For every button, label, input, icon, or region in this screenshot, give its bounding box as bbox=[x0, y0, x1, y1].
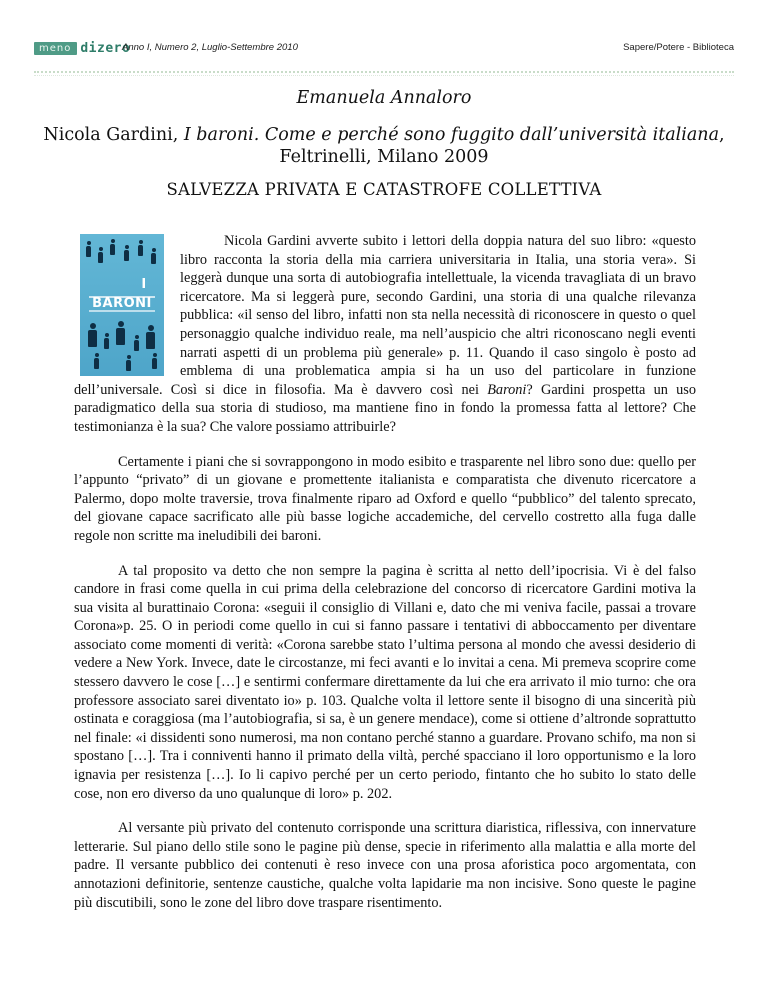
logo-meno: meno bbox=[34, 42, 77, 55]
figure-icon bbox=[98, 252, 103, 263]
figure-icon bbox=[116, 328, 125, 345]
article-author: Emanuela Annaloro bbox=[296, 88, 472, 108]
book-title-separator: , bbox=[719, 125, 725, 145]
menodizero-logo bbox=[34, 41, 130, 55]
book-title: I baroni. Come e perché sono fuggito dall’università italiana bbox=[183, 125, 720, 145]
issue-info: Anno I, Numero 2, Luglio-Settembre 2010 bbox=[122, 42, 298, 53]
figure-icon bbox=[94, 358, 99, 369]
book-author: Nicola Gardini, bbox=[43, 125, 184, 145]
article-subtitle: SALVEZZA PRIVATA E CATASTROFE COLLETTIVA bbox=[166, 180, 602, 199]
paragraph-1-text-end: ? Gardini prospetta un uso paradigmatico della sua storia di studioso, ma mantiene fino in fondo la promessa fatta al lettore? Che testimonianza è la sua? Che valore possiamo attribuirle? bbox=[74, 381, 696, 435]
book-cover-title: I BARONI bbox=[92, 277, 152, 311]
figure-icon bbox=[104, 338, 109, 349]
logo-dizero: dizero bbox=[80, 40, 131, 56]
page-header bbox=[34, 40, 734, 56]
header-divider-secondary bbox=[34, 75, 734, 76]
figure-icon bbox=[146, 332, 155, 349]
paragraph-1-text: Nicola Gardini avverte subito i lettori della doppia natura del suo libro: «questo libro racconta la storia della mia carriera universitaria in Italia, una storia vera». Si leggerà dunque una sorta di autobiografia intellettuale, la vicenda travagliata di un bravo ricercatore. Ma si leggerà pure, secondo Gardini, una storia di una qualche rilevanza pubblica: «il senso del libro, infatti non sta nella necessità di riconoscere in questo o quel personaggio qualche individuo reale, ma nell’auspicio che altri riconoscano negli eventi narrati aspetti di un problema più generale» p. 11. Quando il caso singolo è posto ad emblema di una problematica ampia si ha un uso del particolare in funzione dell’universale. Così si dice in filosofia. Ma è davvero così nei bbox=[74, 233, 696, 398]
figure-icon bbox=[138, 245, 143, 256]
article-body bbox=[74, 232, 696, 928]
cover-text-lines bbox=[89, 296, 155, 312]
book-reference bbox=[0, 124, 768, 168]
figure-icon bbox=[88, 330, 97, 347]
book-publisher: Feltrinelli, Milano 2009 bbox=[279, 147, 489, 167]
figure-icon bbox=[86, 246, 91, 257]
figure-icon bbox=[110, 244, 115, 255]
section-label: Sapere/Potere - Biblioteca bbox=[623, 42, 734, 53]
paragraph-3: A tal proposito va detto che non sempre la pagina è scritta al netto dell’ipocrisia. Vi è del falso candore in frasi come quella in cui prima della celebrazione del concorso di ricercatore Gardini motiva la sua visita al burattinaio Corona: «seguii il consiglio di Villani e, dato che mi veniva facile, passai a trovare Corona»p. 25. O in periodi come quello in cui si fanno passare i tentativi di abboccamento per diventare associato come momenti di verità: «Corona sarebbe stato l’ultima persona al mondo che avessi desiderio di vedere a New York. Invece, date le circostanze, mi feci avanti e lo invitai a cena. Mi premeva scoprire come stessero davvero le cose […] e sentirmi confermare direttamente da lui che era arrivato il mio turno: che ora professore associato sarei diventato io» p. 103. Qualche volta il lettore sente il bisogno di una sincerità più ostinata e coraggiosa (ma l’autobiografia, si sa, è un genere mendace), come si ottiene d’altronde soprattutto nel finale: «i dissidenti sono numerosi, ma non contano perché stanno a guardare. Provano schifo, ma non si spostano […]. Tra i conniventi hanno il primato della viltà, perché spacciano il loro opportunismo e la loro ignavia per resistenza […]. Io li capivo perché per un certo periodo, fintanto che ho subito lo stato delle cose, non ero diverso da uno qualunque di loro» p. 202. bbox=[74, 562, 696, 802]
figure-icon bbox=[134, 340, 139, 351]
book-cover-image bbox=[80, 234, 164, 376]
paragraph-1 bbox=[74, 232, 696, 437]
paragraph-4: Al versante più privato del contenuto corrisponde una scrittura diaristica, riflessiva, con innervature letterarie. Sul piano dello stile sono le pagine più dense, specie in riferimento alla malattia e alla morte del padre. Il versante pubblico dei contenuti è reso invece con una prosa aforistica poco argomentata, con annotazioni definitorie, sentenze caustiche, qualche volta lapidarie ma non incisive. Sono queste le pagine più discutibili, sono le zone del libro dove traspare risentimento. bbox=[74, 820, 696, 911]
figure-icon bbox=[151, 253, 156, 264]
figure-icon bbox=[152, 358, 157, 369]
figure-icon bbox=[126, 360, 131, 371]
figure-icon bbox=[124, 250, 129, 261]
header-divider bbox=[34, 71, 734, 73]
paragraph-2: Certamente i piani che si sovrappongono in modo esibito e trasparente nel libro sono due: quello per l’appunto “privato” di un giovane e promettente italianista e comparatista che divenuto ricercatore a Palermo, dopo molte traversie, trova finalmente riparo ad Oxford e quello “pubblico” del talento sprecato, del giovane capace sacrificato alle più basse logiche accademiche, del cervello costretto alla fuga dalle regole non scritte ma ineludibili dei baroni. bbox=[74, 453, 696, 544]
paragraph-1-emphasis: Baroni bbox=[487, 381, 527, 398]
